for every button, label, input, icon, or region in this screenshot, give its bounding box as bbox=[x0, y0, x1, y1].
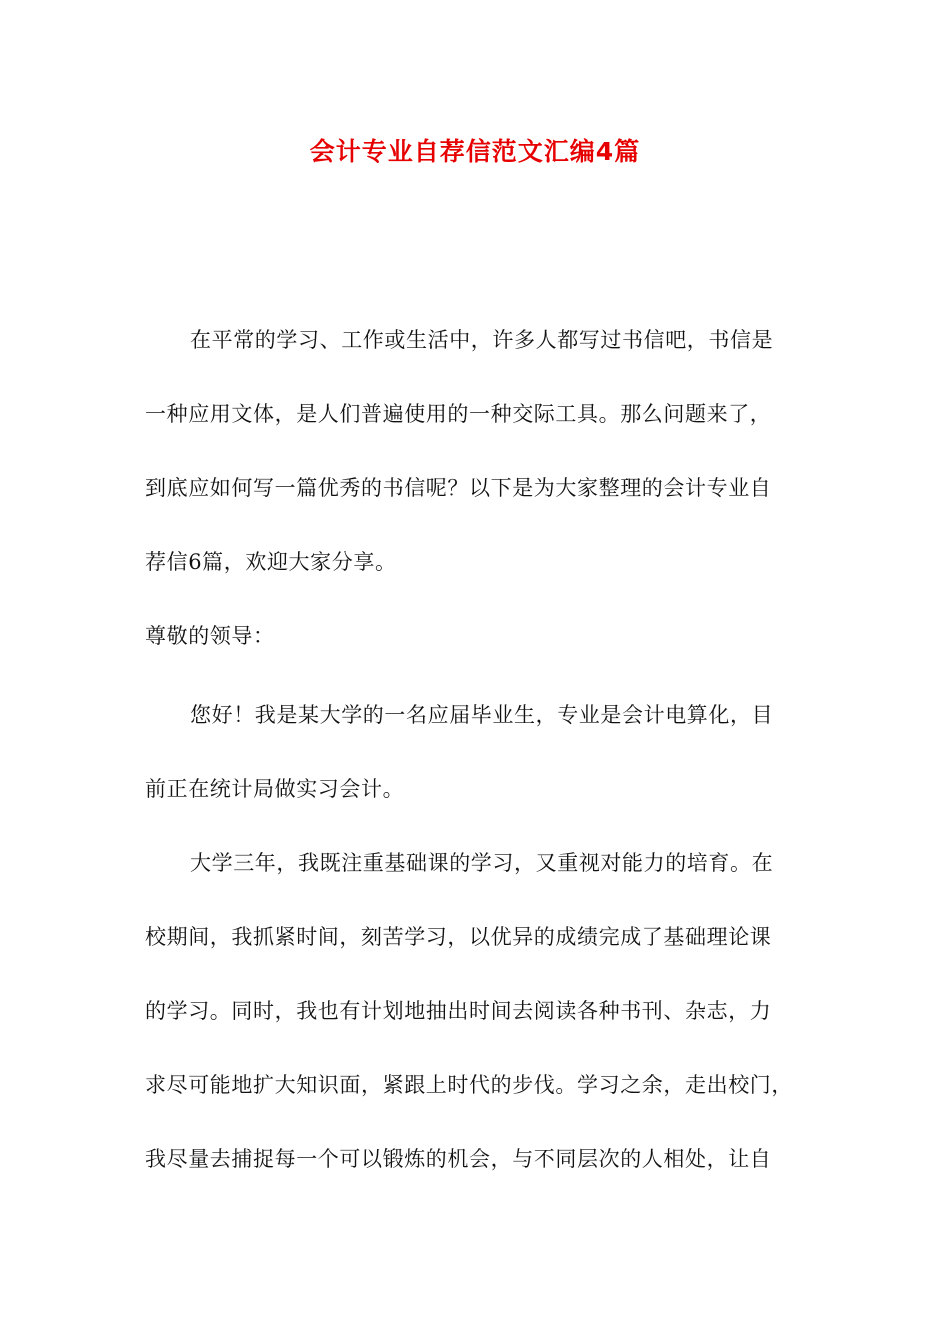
paragraph-line: 我尽量去捕捉每一个可以锻炼的机会，与不同层次的人相处，让自 bbox=[145, 1147, 772, 1171]
document-title: 会计专业自荐信范文汇编4篇 bbox=[309, 137, 641, 166]
salutation-line: 尊敬的领导： bbox=[145, 624, 275, 648]
paragraph-line: 荐信6篇，欢迎大家分享。 bbox=[145, 550, 397, 574]
paragraph-line: 前正在统计局做实习会计。 bbox=[145, 777, 405, 801]
paragraph-line: 一种应用文体，是人们普遍使用的一种交际工具。那么问题来了， bbox=[145, 402, 772, 426]
paragraph-line: 大学三年，我既注重基础课的学习，又重视对能力的培育。在 bbox=[190, 851, 774, 875]
paragraph-line: 校期间，我抓紧时间，刻苦学习，以优异的成绩完成了基础理论课 bbox=[145, 925, 772, 949]
paragraph-line: 在平常的学习、工作或生活中，许多人都写过书信吧，书信是 bbox=[190, 328, 774, 352]
paragraph-line: 求尽可能地扩大知识面，紧跟上时代的步伐。学习之余，走出校门， bbox=[145, 1073, 793, 1097]
paragraph-line: 的学习。同时，我也有计划地抽出时间去阅读各种书刊、杂志，力 bbox=[145, 999, 772, 1023]
paragraph-line: 您好！我是某大学的一名应届毕业生，专业是会计电算化，目 bbox=[190, 703, 774, 727]
paragraph-line: 到底应如何写一篇优秀的书信呢？以下是为大家整理的会计专业自 bbox=[145, 476, 772, 500]
